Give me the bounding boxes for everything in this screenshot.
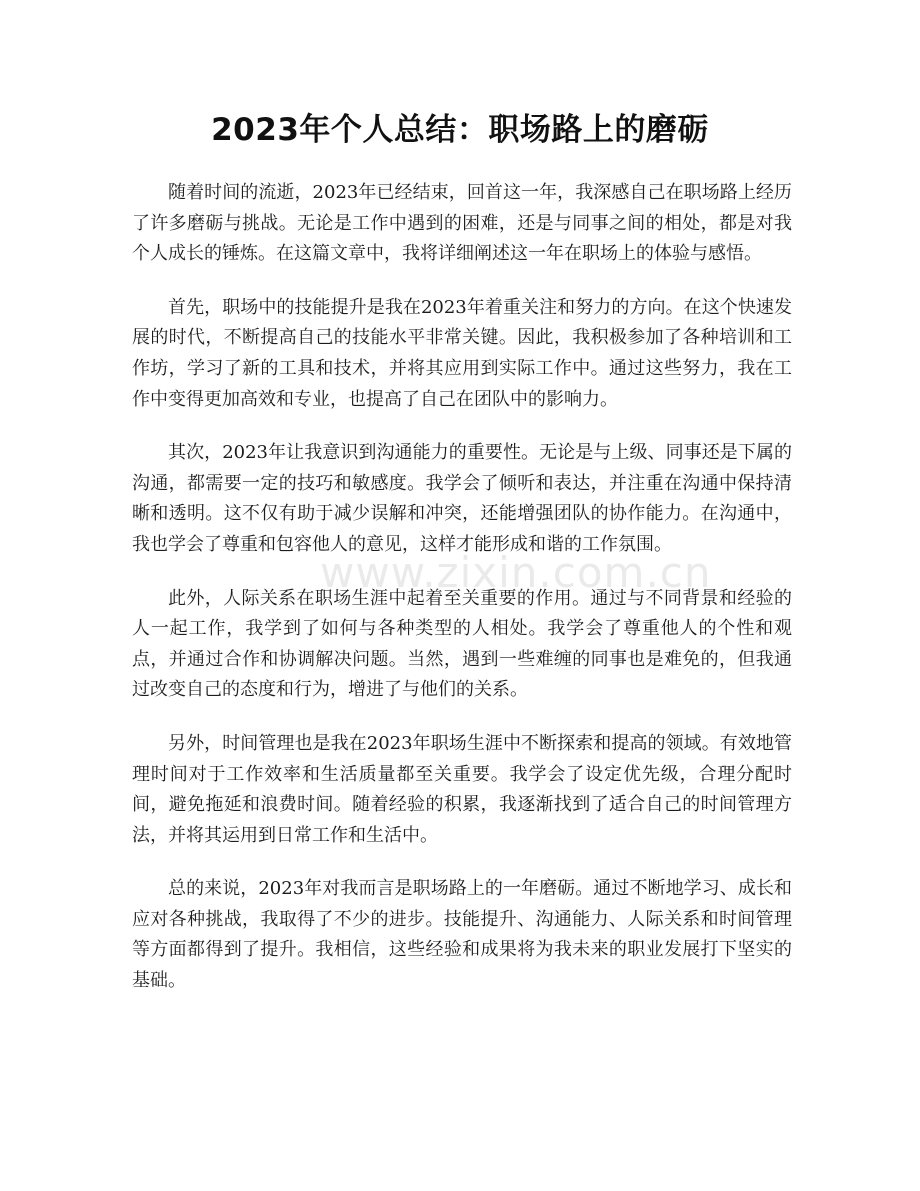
paragraph-time-management: 另外，时间管理也是我在2023年职场生涯中不断探索和提高的领域。有效地管理时间对于工作效率和生活质量都至关重要。我学会了设定优先级，合理分配时间，避免拖延和浪费时间。随着经验的积累，我逐渐找到了适合自己的时间管理方法，并将其运用到日常工作和生活中。: [132, 732, 792, 846]
paragraph-skills: 首先，职场中的技能提升是我在2023年着重关注和努力的方向。在这个快速发展的时代，不断提高自己的技能水平非常关键。因此，我积极参加了各种培训和工作坊，学习了新的工具和技术，并将其应用到实际工作中。通过这些努力，我在工作中变得更加高效和专业，也提高了自己在团队中的影响力。: [132, 296, 792, 410]
paragraph-conclusion: 总的来说，2023年对我而言是职场路上的一年磨砺。通过不断地学习、成长和应对各种挑战，我取得了不少的进步。技能提升、沟通能力、人际关系和时间管理等方面都得到了提升。我相信，这些经验和成果将为我未来的职业发展打下坚实的基础。: [132, 878, 792, 992]
paragraph-intro: 随着时间的流逝，2023年已经结束，回首这一年，我深感自己在职场路上经历了许多磨砺与挑战。无论是工作中遇到的困难，还是与同事之间的相处，都是对我个人成长的锤炼。在这篇文章中，我将详细阐述这一年在职场上的体验与感悟。: [132, 182, 792, 265]
paragraph-communication: 其次，2023年让我意识到沟通能力的重要性。无论是与上级、同事还是下属的沟通，都需要一定的技巧和敏感度。我学会了倾听和表达，并注重在沟通中保持清晰和透明。这不仅有助于减少误解和冲突，还能增强团队的协作能力。在沟通中，我也学会了尊重和包容他人的意见，这样才能形成和谐的工作氛围。: [132, 442, 792, 555]
document-title: 2023年个人总结：职场路上的磨砺: [211, 112, 709, 148]
document-body: [132, 178, 792, 1020]
watermark: www.zixin.com.cn: [320, 548, 712, 597]
paragraph-relationships: 此外，人际关系在职场生涯中起着至关重要的作用。通过与不同背景和经验的人一起工作，我学到了如何与各种类型的人相处。我学会了尊重他人的个性和观点，并通过合作和协调解决问题。当然，遇到一些难缠的同事也是难免的，但我通过改变自己的态度和行为，增进了与他们的关系。: [132, 587, 792, 701]
